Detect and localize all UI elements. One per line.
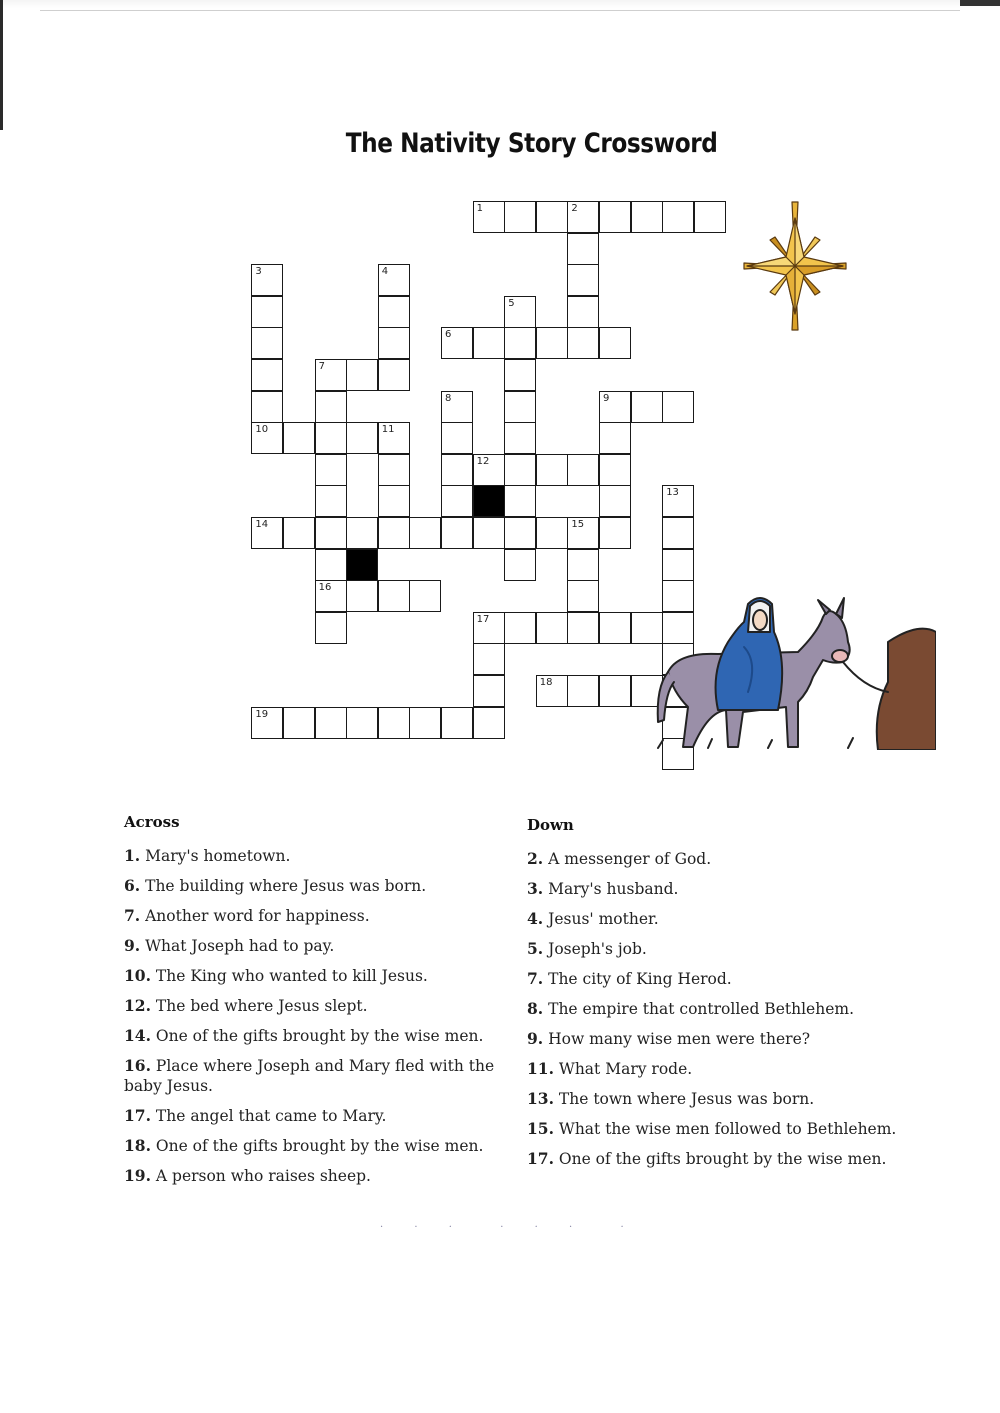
grid-cell[interactable] (536, 454, 568, 486)
clue-text: What Mary rode. (553, 1060, 693, 1078)
clue-text: A messenger of God. (543, 850, 712, 868)
grid-cell[interactable] (536, 327, 568, 359)
grid-cell[interactable] (378, 485, 410, 517)
grid-cell[interactable] (378, 296, 410, 328)
page-title: The Nativity Story Crossword (345, 128, 718, 159)
clue-text: A person who raises sheep. (150, 1167, 371, 1185)
grid-block (473, 485, 505, 517)
down-clue (527, 1029, 912, 1049)
clue-num: 15. (527, 1119, 554, 1138)
grid-cell[interactable] (251, 422, 283, 454)
grid-cell[interactable] (567, 549, 599, 581)
grid-cell[interactable] (378, 359, 410, 391)
grid-cell[interactable] (599, 201, 631, 233)
grid-cell[interactable] (378, 580, 410, 612)
clue-number: 18 (539, 677, 553, 688)
clue-number: 5 (508, 297, 515, 309)
down-clue (527, 1089, 912, 1109)
grid-cell[interactable] (251, 391, 283, 423)
clue-num: 8. (527, 999, 544, 1018)
grid-cell[interactable] (504, 517, 536, 549)
across-clue (124, 996, 509, 1016)
clue-num: 7. (124, 906, 141, 925)
grid-cell[interactable] (473, 612, 505, 644)
clue-number: 12 (476, 455, 490, 467)
clue-text: The King who wanted to kill Jesus. (150, 967, 428, 985)
clue-num: 5. (527, 939, 544, 958)
grid-cell[interactable] (599, 675, 631, 707)
clue-number: 16 (318, 582, 332, 594)
clue-text: What Joseph had to pay. (140, 937, 335, 955)
grid-cell[interactable] (473, 675, 505, 707)
grid-cell[interactable] (599, 327, 631, 359)
across-clue (124, 1026, 509, 1046)
clue-num: 17. (124, 1106, 151, 1125)
clue-num: 16. (124, 1056, 151, 1075)
grid-cell[interactable] (567, 327, 599, 359)
clue-text: Joseph's job. (543, 940, 647, 958)
grid-cell[interactable] (441, 391, 473, 423)
down-clues (527, 815, 912, 1179)
grid-cell[interactable] (283, 422, 315, 454)
clue-number: 19 (255, 708, 269, 720)
clue-text: The angel that came to Mary. (150, 1107, 387, 1125)
grid-cell[interactable] (346, 580, 378, 612)
grid-cell[interactable] (473, 517, 505, 549)
grid-cell[interactable] (315, 359, 347, 391)
grid-cell[interactable] (315, 549, 347, 581)
grid-cell[interactable] (315, 422, 347, 454)
clue-number: 10 (255, 424, 269, 436)
down-clue (527, 969, 912, 989)
across-clue (124, 846, 509, 866)
grid-cell[interactable] (567, 296, 599, 328)
clue-text: Mary's husband. (543, 880, 679, 898)
grid-cell[interactable] (409, 580, 441, 612)
clue-number: 1 (476, 203, 483, 214)
grid-cell[interactable] (567, 675, 599, 707)
grid-cell[interactable] (378, 327, 410, 359)
grid-cell[interactable] (315, 454, 347, 486)
grid-cell[interactable] (441, 485, 473, 517)
clue-number: 8 (445, 392, 452, 404)
grid-cell[interactable] (536, 201, 568, 233)
grid-cell[interactable] (567, 233, 599, 265)
grid-cell[interactable] (315, 580, 347, 612)
grid-cell[interactable] (409, 517, 441, 549)
clue-num: 17. (527, 1149, 554, 1168)
grid-cell[interactable] (346, 359, 378, 391)
grid-cell[interactable] (441, 517, 473, 549)
grid-cell[interactable] (473, 643, 505, 675)
grid-cell[interactable] (599, 485, 631, 517)
down-clue (527, 1119, 912, 1139)
star-illustration (742, 200, 848, 332)
grid-cell[interactable] (251, 359, 283, 391)
clue-number: 11 (381, 424, 395, 436)
clue-num: 3. (527, 879, 544, 898)
clue-number: 13 (666, 487, 679, 499)
across-clue (124, 1056, 509, 1096)
grid-cell[interactable] (473, 201, 505, 233)
clue-number: 7 (318, 361, 325, 372)
clue-text: One of the gifts brought by the wise men. (150, 1027, 484, 1045)
down-clue (527, 999, 912, 1019)
grid-cell[interactable] (504, 327, 536, 359)
down-heading: Down (527, 816, 574, 834)
clue-num: 14. (124, 1026, 151, 1045)
clue-num: 18. (124, 1136, 151, 1155)
grid-cell[interactable] (315, 707, 347, 739)
grid-cell[interactable] (378, 707, 410, 739)
grid-cell[interactable] (567, 612, 599, 644)
clue-num: 12. (124, 996, 151, 1015)
grid-cell[interactable] (599, 612, 631, 644)
scan-dots: · · · · · · · (380, 1222, 638, 1233)
clue-num: 9. (124, 936, 141, 955)
clue-number: 4 (381, 266, 389, 278)
grid-cell[interactable] (631, 201, 663, 233)
grid-cell[interactable] (567, 580, 599, 612)
clue-text: How many wise men were there? (543, 1030, 811, 1048)
clue-text: Mary's hometown. (140, 847, 291, 865)
grid-cell[interactable] (473, 707, 505, 739)
grid-cell[interactable] (599, 391, 631, 423)
grid-cell[interactable] (504, 391, 536, 423)
clue-number: 6 (445, 329, 452, 341)
grid-cell[interactable] (315, 485, 347, 517)
grid-cell[interactable] (662, 391, 694, 423)
clue-number: 3 (255, 266, 262, 278)
grid-cell[interactable] (251, 264, 283, 296)
down-clue (527, 939, 912, 959)
grid-cell[interactable] (251, 296, 283, 328)
grid-cell[interactable] (315, 612, 347, 644)
clue-num: 7. (527, 969, 544, 988)
grid-cell[interactable] (662, 485, 694, 517)
grid-cell[interactable] (504, 201, 536, 233)
across-clue (124, 876, 509, 896)
clue-text: The city of King Herod. (543, 970, 732, 988)
grid-cell[interactable] (662, 549, 694, 581)
down-clue (527, 879, 912, 899)
grid-cell[interactable] (315, 391, 347, 423)
grid-cell[interactable] (504, 296, 536, 328)
clue-num: 2. (527, 849, 544, 868)
grid-cell[interactable] (315, 517, 347, 549)
clue-num: 9. (527, 1029, 544, 1048)
grid-cell[interactable] (441, 707, 473, 739)
across-heading: Across (124, 813, 180, 831)
clue-num: 19. (124, 1166, 151, 1185)
grid-cell[interactable] (504, 612, 536, 644)
grid-cell[interactable] (567, 517, 599, 549)
across-clue (124, 936, 509, 956)
grid-cell[interactable] (441, 454, 473, 486)
grid-cell[interactable] (536, 675, 568, 707)
grid-cell[interactable] (662, 201, 694, 233)
across-clues (124, 812, 509, 1196)
grid-cell[interactable] (473, 327, 505, 359)
mary-on-donkey-illustration (648, 592, 936, 750)
clue-number: 2 (571, 203, 578, 214)
grid-cell[interactable] (504, 485, 536, 517)
grid-cell[interactable] (346, 707, 378, 739)
clue-number: 17 (476, 613, 490, 625)
grid-cell[interactable] (599, 454, 631, 486)
clue-text: What the wise men followed to Bethlehem. (553, 1120, 897, 1138)
grid-cell[interactable] (473, 454, 505, 486)
clue-num: 11. (527, 1059, 554, 1078)
grid-cell[interactable] (378, 454, 410, 486)
grid-cell[interactable] (283, 517, 315, 549)
clue-number: 9 (603, 392, 610, 404)
clue-text: Place where Joseph and Mary fled with the baby Jesus. (124, 1057, 495, 1095)
clue-text: The building where Jesus was born. (140, 877, 427, 895)
down-clue (527, 909, 912, 929)
down-clue (527, 1149, 912, 1169)
clue-num: 4. (527, 909, 544, 928)
grid-cell[interactable] (536, 517, 568, 549)
grid-cell[interactable] (346, 422, 378, 454)
grid-cell[interactable] (567, 201, 599, 233)
grid-cell[interactable] (504, 454, 536, 486)
clue-num: 13. (527, 1089, 554, 1108)
across-clue (124, 1166, 509, 1186)
grid-cell[interactable] (694, 201, 726, 233)
grid-cell[interactable] (441, 327, 473, 359)
clue-text: The bed where Jesus slept. (150, 997, 368, 1015)
clue-text: The empire that controlled Bethlehem. (543, 1000, 854, 1018)
grid-cell[interactable] (631, 391, 663, 423)
across-clue (124, 906, 509, 926)
grid-cell[interactable] (251, 327, 283, 359)
grid-cell[interactable] (441, 422, 473, 454)
grid-cell[interactable] (378, 422, 410, 454)
clue-num: 10. (124, 966, 151, 985)
grid-block (346, 549, 378, 581)
grid-cell[interactable] (409, 707, 441, 739)
grid-cell[interactable] (251, 517, 283, 549)
grid-cell[interactable] (567, 454, 599, 486)
grid-cell[interactable] (599, 422, 631, 454)
grid-cell[interactable] (536, 612, 568, 644)
grid-cell[interactable] (504, 422, 536, 454)
grid-cell[interactable] (346, 517, 378, 549)
clue-num: 1. (124, 846, 141, 865)
grid-cell[interactable] (378, 264, 410, 296)
clue-text: The town where Jesus was born. (553, 1090, 815, 1108)
down-clue (527, 849, 912, 869)
clue-text: Another word for happiness. (140, 907, 370, 925)
grid-cell[interactable] (378, 517, 410, 549)
clue-number: 14 (255, 519, 269, 530)
across-clue (124, 1106, 509, 1126)
clue-number: 15 (571, 519, 585, 530)
clue-num: 6. (124, 876, 141, 895)
down-clue (527, 1059, 912, 1079)
across-clue (124, 966, 509, 986)
grid-cell[interactable] (251, 707, 283, 739)
grid-cell[interactable] (504, 359, 536, 391)
grid-cell[interactable] (283, 707, 315, 739)
clue-text: One of the gifts brought by the wise men. (150, 1137, 484, 1155)
across-clue (124, 1136, 509, 1156)
clue-text: Jesus' mother. (543, 910, 659, 928)
clue-text: One of the gifts brought by the wise men. (553, 1150, 887, 1168)
grid-cell[interactable] (662, 517, 694, 549)
grid-cell[interactable] (504, 549, 536, 581)
grid-cell[interactable] (599, 517, 631, 549)
grid-cell[interactable] (567, 264, 599, 296)
